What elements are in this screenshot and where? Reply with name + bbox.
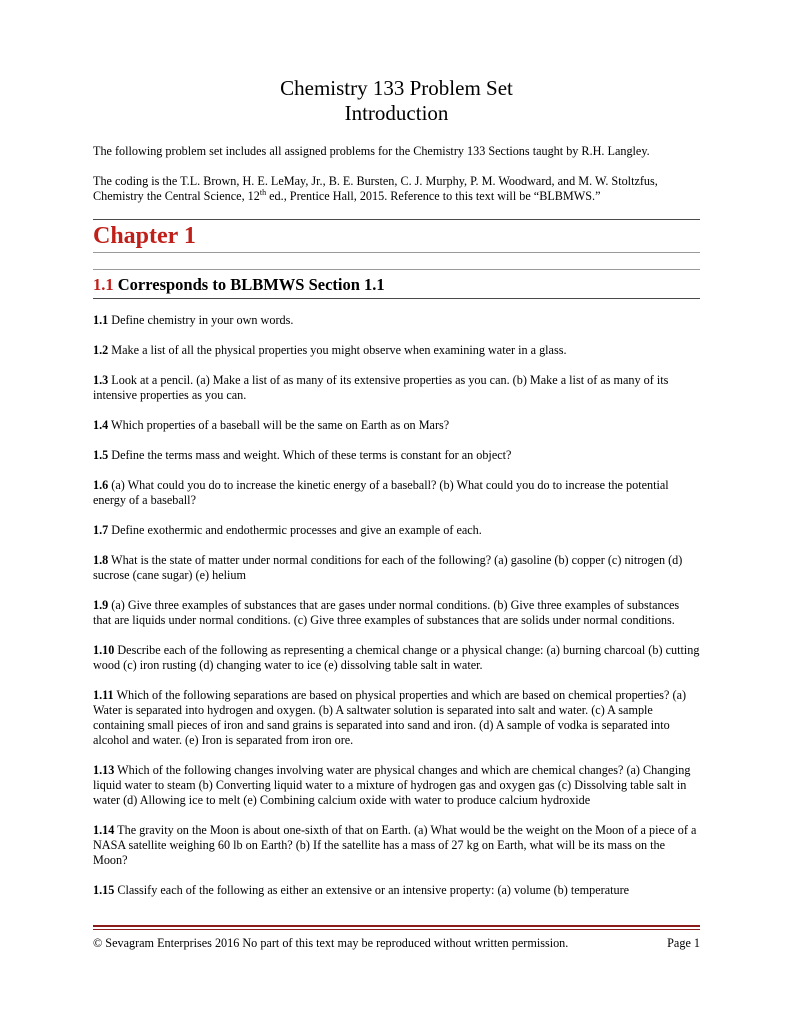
section-title: Corresponds to BLBMWS Section 1.1 bbox=[113, 275, 385, 294]
problem-item bbox=[93, 883, 700, 898]
problem-number: 1.13 bbox=[93, 763, 115, 777]
intro-text-after: ed., Prentice Hall, 2015. Reference to this text will be “BLBMWS.” bbox=[266, 189, 601, 203]
problem-text: Look at a pencil. (a) Make a list of as many of its extensive properties as you can. (b) Make a list of as many of its intensive properties as you can. bbox=[93, 373, 669, 402]
problem-item bbox=[93, 688, 700, 748]
problem-number: 1.7 bbox=[93, 523, 109, 537]
problem-item bbox=[93, 598, 700, 628]
title-block bbox=[93, 76, 700, 126]
problem-number: 1.6 bbox=[93, 478, 109, 492]
page-footer bbox=[93, 925, 700, 951]
problem-text: Define chemistry in your own words. bbox=[108, 313, 294, 327]
problem-item bbox=[93, 523, 700, 538]
problem-item bbox=[93, 448, 700, 463]
document-page bbox=[93, 0, 700, 913]
problem-item bbox=[93, 643, 700, 673]
intro-paragraph-1: The following problem set includes all assigned problems for the Chemistry 133 Sections taught by R.H. Langley. bbox=[93, 144, 650, 158]
footer-rule-thin bbox=[93, 929, 700, 930]
edition-superscript: th bbox=[259, 187, 267, 197]
footer-copyright: © Sevagram Enterprises 2016 No part of this text may be reproduced without written permission. bbox=[93, 936, 569, 950]
problem-item bbox=[93, 553, 700, 583]
section-heading-block bbox=[93, 269, 700, 299]
problem-number: 1.1 bbox=[93, 313, 109, 327]
problem-list bbox=[93, 313, 700, 898]
document-title: Chemistry 133 Problem Set bbox=[280, 76, 513, 100]
problem-number: 1.4 bbox=[93, 418, 109, 432]
problem-text: Make a list of all the physical properties you might observe when examining water in a glass. bbox=[108, 343, 567, 357]
problem-text: Which of the following separations are based on physical properties and which are based on chemical properties? (a) Water is separated into hydrogen and oxygen. (b) A saltwater solution is separated into salt and water. (c) A sample containing small pieces of iron and sand grains is separated into sand and iron. (d) A sample of vodka is separated into alcohol and water. (e) Iron is separated from iron ore. bbox=[93, 688, 687, 747]
problem-item bbox=[93, 373, 700, 403]
intro-text-before: The coding is the T.L. Brown, H. E. LeMay, Jr., B. E. Bursten, C. J. Murphy, P. M. Woodward, and M. W. Stoltzfus, Chemistry the Central Science, 12 bbox=[93, 174, 658, 203]
problem-text: (a) What could you do to increase the kinetic energy of a baseball? (b) What could you do to increase the potential energy of a baseball? bbox=[93, 478, 669, 507]
problem-item bbox=[93, 343, 700, 358]
chapter-bottom-rule bbox=[93, 252, 700, 253]
problem-number: 1.3 bbox=[93, 373, 109, 387]
problem-text: (a) Give three examples of substances that are gases under normal conditions. (b) Give three examples of substances that are liquids under normal conditions. (c) Give three examples of substances that are solids under normal conditions. bbox=[93, 598, 680, 627]
chapter-heading-block bbox=[93, 219, 700, 253]
problem-number: 1.14 bbox=[93, 823, 115, 837]
problem-item bbox=[93, 763, 700, 808]
footer-text-row bbox=[93, 936, 700, 951]
problem-number: 1.10 bbox=[93, 643, 115, 657]
problem-text: Describe each of the following as representing a chemical change or a physical change: (a) burning charcoal (b) cutting wood (c) iron rusting (d) changing water to ice (e) dissolving table salt in water. bbox=[93, 643, 700, 672]
document-subtitle: Introduction bbox=[344, 101, 449, 125]
footer-rule-thick bbox=[93, 925, 700, 927]
section-heading bbox=[93, 270, 700, 298]
footer-page-number: Page 1 bbox=[667, 936, 700, 950]
problem-text: What is the state of matter under normal conditions for each of the following? (a) gasoline (b) copper (c) nitrogen (d) sucrose (cane sugar) (e) helium bbox=[93, 553, 683, 582]
problem-item bbox=[93, 478, 700, 508]
problem-text: Classify each of the following as either an extensive or an intensive property: (a) volume (b) temperature bbox=[114, 883, 630, 897]
intro-paragraph-2 bbox=[93, 174, 700, 204]
problem-number: 1.15 bbox=[93, 883, 115, 897]
problem-number: 1.2 bbox=[93, 343, 109, 357]
problem-text: Which of the following changes involving water are physical changes and which are chemical changes? (a) Changing liquid water to steam (b) Converting liquid water to a mixture of hydrogen gas and oxygen gas (c) Dissolving table salt in water (d) Allowing ice to melt (e) Combining calcium oxide with water to produce calcium hydroxide bbox=[93, 763, 691, 807]
problem-number: 1.8 bbox=[93, 553, 109, 567]
problem-text: Define the terms mass and weight. Which of these terms is constant for an object? bbox=[108, 448, 512, 462]
problem-number: 1.11 bbox=[93, 688, 114, 702]
section-number: 1.1 bbox=[93, 275, 114, 294]
problem-text: Define exothermic and endothermic processes and give an example of each. bbox=[108, 523, 482, 537]
problem-item bbox=[93, 418, 700, 433]
problem-item bbox=[93, 823, 700, 868]
problem-item bbox=[93, 313, 700, 328]
problem-number: 1.9 bbox=[93, 598, 109, 612]
problem-number: 1.5 bbox=[93, 448, 109, 462]
section-bottom-rule bbox=[93, 298, 700, 299]
chapter-heading: Chapter 1 bbox=[93, 223, 196, 249]
problem-text: Which properties of a baseball will be the same on Earth as on Mars? bbox=[108, 418, 450, 432]
problem-text: The gravity on the Moon is about one-sixth of that on Earth. (a) What would be the weight on the Moon of a piece of a NASA satellite weighing 60 lb on Earth? (b) If the satellite has a mass of 27 kg on Earth, what will be its mass on the Moon? bbox=[93, 823, 697, 867]
